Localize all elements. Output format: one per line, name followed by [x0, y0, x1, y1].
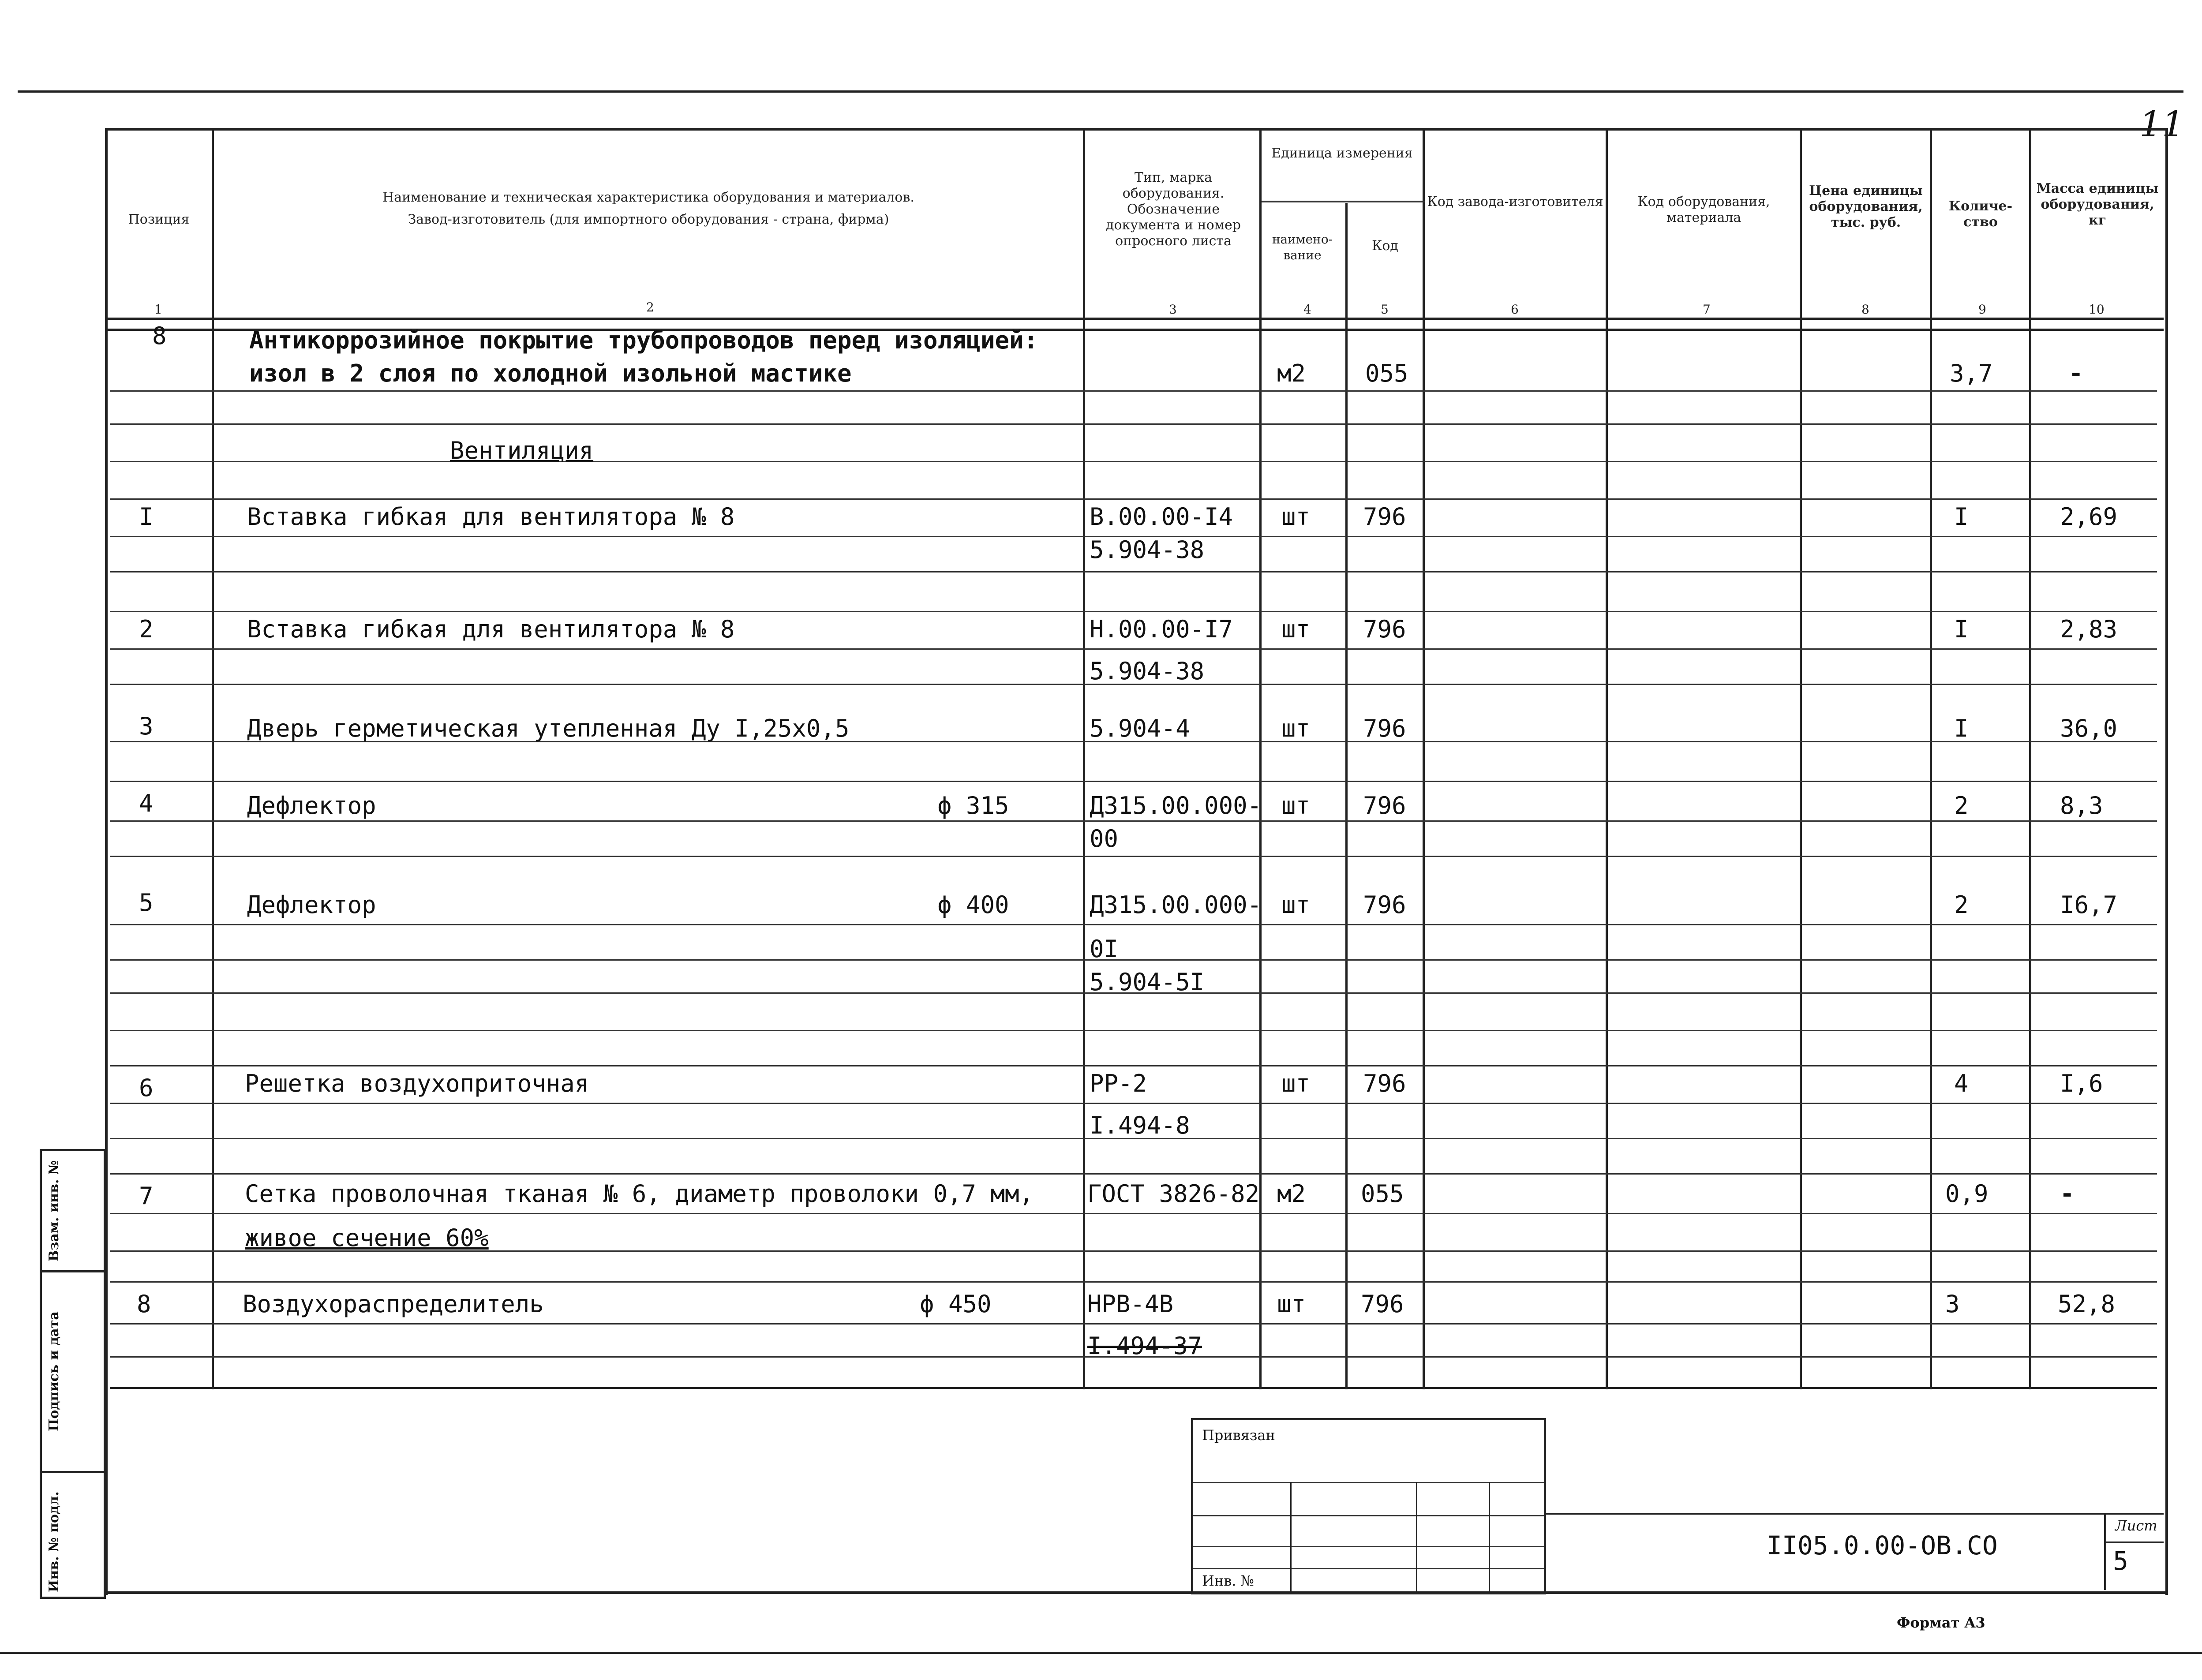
bottom-rule — [0, 1652, 2202, 1654]
row6-mass: I6,7 — [2060, 891, 2118, 919]
colnum-6: 6 — [1511, 302, 1519, 317]
row4-mass: 36,0 — [2060, 715, 2118, 742]
row7-quantity: 4 — [1954, 1070, 1969, 1097]
row-rule — [110, 390, 2157, 392]
header-position: Позиция — [128, 212, 190, 227]
privyazan-rule — [1193, 1568, 1544, 1569]
row-rule — [110, 648, 2157, 650]
colnum-7: 7 — [1703, 302, 1711, 317]
row9-position: 8 — [137, 1290, 151, 1318]
row9-mass: 52,8 — [2058, 1290, 2116, 1318]
stamp-inv — [40, 1471, 106, 1599]
document-number: II05.0.00-ОВ.СО — [1767, 1530, 1998, 1560]
col-divider-1 — [212, 128, 214, 1389]
row5-position: 4 — [139, 789, 154, 817]
row1b-quantity: 3,7 — [1950, 359, 1993, 387]
header-mass: Масса единицы оборудования, кг — [2036, 181, 2159, 228]
privyazan-divider — [1290, 1482, 1292, 1592]
list-value: 5 — [2113, 1546, 2128, 1576]
col-divider-6 — [1606, 128, 1608, 1389]
privyazan-rule — [1193, 1482, 1544, 1483]
header-name-line2: Завод-изготовитель (для импортного оборудования - страна, фирма) — [408, 212, 889, 227]
row4-unit: шт — [1281, 715, 1311, 742]
row2-mass: 2,69 — [2060, 503, 2118, 531]
row5-type: Д315.00.000- — [1090, 792, 1262, 819]
row-rule — [110, 571, 2157, 572]
row5-unit: шт — [1281, 792, 1311, 819]
header-quantity: Количе-ство — [1948, 198, 2013, 230]
row9-diameter: ϕ 450 — [920, 1290, 992, 1318]
row5-diameter: ϕ 315 — [937, 792, 1009, 819]
header-bottom-rule — [106, 318, 2164, 320]
colnum-8: 8 — [1861, 302, 1869, 317]
row8-position: 7 — [139, 1182, 154, 1210]
row4-code: 796 — [1363, 715, 1406, 742]
privyazan-rule — [1193, 1546, 1544, 1547]
col-divider-8 — [1930, 128, 1932, 1389]
col-divider-4 — [1345, 203, 1348, 1389]
stamp-vzam — [40, 1149, 106, 1272]
row9-code: 796 — [1361, 1290, 1404, 1318]
row1b-name: изол в 2 слоя по холодной изольной мастике — [249, 359, 852, 387]
row-rule — [110, 1103, 2157, 1104]
row6-code: 796 — [1363, 891, 1406, 919]
colnum-10: 10 — [2089, 302, 2105, 317]
col-divider-5 — [1423, 128, 1425, 1389]
colnum-4: 4 — [1303, 302, 1311, 317]
row2-code: 796 — [1363, 503, 1406, 531]
row-rule — [110, 781, 2157, 782]
row-rule — [110, 959, 2157, 961]
row4-name: Дверь герметическая утепленная Ду I,25x0,5 — [247, 715, 850, 742]
list-rule — [2106, 1542, 2164, 1543]
row3-unit: шт — [1281, 615, 1311, 643]
row8-name2: живое сечение 60% — [245, 1224, 489, 1252]
row2-quantity: I — [1954, 503, 1969, 531]
row2-name: Вставка гибкая для вентилятора № 8 — [247, 503, 735, 531]
row-rule — [110, 461, 2157, 462]
row-rule — [110, 611, 2157, 612]
row1b-code: 055 — [1365, 359, 1408, 387]
header-unit-group: Единица измерения — [1271, 146, 1413, 161]
privyazan-divider — [1416, 1482, 1417, 1592]
row8-name: Сетка проволочная тканая № 6, диаметр проволоки 0,7 мм, — [245, 1180, 1034, 1208]
row-rule — [110, 1065, 2157, 1066]
row9-name: Воздухораспределитель — [243, 1290, 544, 1318]
row7-position: 6 — [139, 1074, 154, 1102]
row3-type: Н.00.00-I7 — [1090, 615, 1233, 643]
col-divider-9 — [2029, 128, 2031, 1389]
row-rule — [110, 856, 2157, 857]
row8-mass: - — [2060, 1180, 2075, 1208]
stamp-podpis-label: Подпись и дата — [46, 1311, 62, 1431]
row-rule — [110, 1323, 2157, 1325]
row6-name: Дефлектор — [247, 891, 376, 919]
row-rule — [110, 498, 2157, 500]
format-label: Формат A3 — [1897, 1614, 1985, 1631]
row-rule — [110, 1213, 2157, 1214]
row4-position: 3 — [139, 712, 154, 740]
row5-code: 796 — [1363, 792, 1406, 819]
row6-position: 5 — [139, 889, 154, 917]
row1-position: 8 — [152, 322, 167, 350]
header-name-line1: Наименование и техническая характеристика оборудования и материалов. — [382, 190, 914, 205]
list-label: Лист — [2115, 1517, 2157, 1534]
privyazan-label: Привязан — [1202, 1427, 1275, 1444]
row-rule — [110, 1281, 2157, 1283]
row9-type2: I.494-37 — [1087, 1332, 1202, 1360]
row3-mass: 2,83 — [2060, 615, 2118, 643]
row3-type2: 5.904-38 — [1090, 657, 1205, 685]
row4-quantity: I — [1954, 715, 1969, 742]
row7-name: Решетка воздухоприточная — [245, 1070, 589, 1097]
row9-type: НРВ-4В — [1087, 1290, 1174, 1318]
row1b-mass: - — [2069, 359, 2083, 387]
row3-code: 796 — [1363, 615, 1406, 643]
stamp-vzam-label: Взам. инв. № — [46, 1160, 62, 1261]
col-divider-7 — [1800, 128, 1802, 1389]
colnum-2: 2 — [646, 300, 654, 314]
row-rule-final — [110, 1387, 2157, 1389]
header-unit-code: Код — [1372, 238, 1398, 254]
row8-unit: м2 — [1277, 1180, 1306, 1208]
row6-unit: шт — [1281, 891, 1311, 919]
row2-type: В.00.00-I4 — [1090, 503, 1233, 531]
list-box — [2104, 1513, 2164, 1590]
row6-type: Д315.00.000- — [1090, 891, 1262, 919]
sheet-number: 11 — [2139, 104, 2184, 145]
privyazan-rule — [1193, 1515, 1544, 1516]
row7-type2: I.494-8 — [1090, 1111, 1190, 1139]
privyazan-box — [1191, 1418, 1546, 1594]
header-unit-name: наимено-вание — [1272, 232, 1333, 262]
row4-type: 5.904-4 — [1090, 715, 1190, 742]
stamp-podpis — [40, 1270, 106, 1473]
row8-type: ГОСТ 3826-82 — [1087, 1180, 1260, 1208]
unit-group-rule — [1262, 201, 1425, 202]
row7-unit: шт — [1281, 1070, 1311, 1097]
col-divider-3 — [1259, 128, 1262, 1389]
row9-quantity: 3 — [1945, 1290, 1960, 1318]
header-factory-code: Код завода-изготовителя — [1427, 194, 1603, 210]
colnum-3: 3 — [1169, 302, 1177, 317]
row7-code: 796 — [1363, 1070, 1406, 1097]
row9-unit: шт — [1277, 1290, 1306, 1318]
row-rule — [110, 924, 2157, 925]
row8-quantity: 0,9 — [1945, 1180, 1989, 1208]
top-rule — [18, 90, 2183, 93]
col-divider-2 — [1083, 128, 1085, 1389]
row-rule — [110, 1173, 2157, 1175]
row3-quantity: I — [1954, 615, 1969, 643]
row5-quantity: 2 — [1954, 792, 1969, 819]
row5-name: Дефлектор — [247, 792, 376, 819]
row7-type: РР-2 — [1090, 1070, 1147, 1097]
row-rule — [110, 1030, 2157, 1031]
colnum-9: 9 — [1978, 302, 1986, 317]
titleblock-rule — [1544, 1513, 2164, 1515]
privyazan-divider — [1489, 1482, 1490, 1592]
row1-name: Антикоррозийное покрытие трубопроводов перед изоляцией: — [249, 326, 1038, 354]
row8-code: 055 — [1361, 1180, 1404, 1208]
row1b-unit: м2 — [1277, 359, 1306, 387]
row7-mass: I,6 — [2060, 1070, 2103, 1097]
row2-type2: 5.904-38 — [1090, 536, 1205, 564]
section-title: Вентиляция — [450, 437, 594, 464]
row6-type3: 5.904-5I — [1090, 968, 1205, 996]
row5-type2: 00 — [1090, 825, 1119, 853]
row5-mass: 8,3 — [2060, 792, 2103, 819]
row6-quantity: 2 — [1954, 891, 1969, 919]
header-price: Цена единицы оборудования, тыс. руб. — [1809, 183, 1923, 230]
row6-diameter: ϕ 400 — [937, 891, 1009, 919]
colnum-1: 1 — [154, 302, 162, 317]
privyazan-inv-label: Инв. № — [1202, 1572, 1254, 1589]
row-rule — [110, 423, 2157, 425]
stamp-inv-label: Инв. № подл. — [46, 1491, 62, 1592]
header-equipment-code: Код оборудования, материала — [1637, 194, 1770, 225]
colnum-5: 5 — [1381, 302, 1389, 317]
row-rule — [110, 820, 2157, 822]
row6-type2: 0I — [1090, 935, 1119, 963]
row2-position: I — [139, 503, 154, 531]
frame-bottom-rule — [105, 1591, 2165, 1594]
row2-unit: шт — [1281, 503, 1311, 531]
row3-position: 2 — [139, 615, 154, 643]
header-type: Тип, марка оборудования. Обозначение документа и номер опросного листа — [1106, 170, 1241, 249]
row3-name: Вставка гибкая для вентилятора № 8 — [247, 615, 735, 643]
